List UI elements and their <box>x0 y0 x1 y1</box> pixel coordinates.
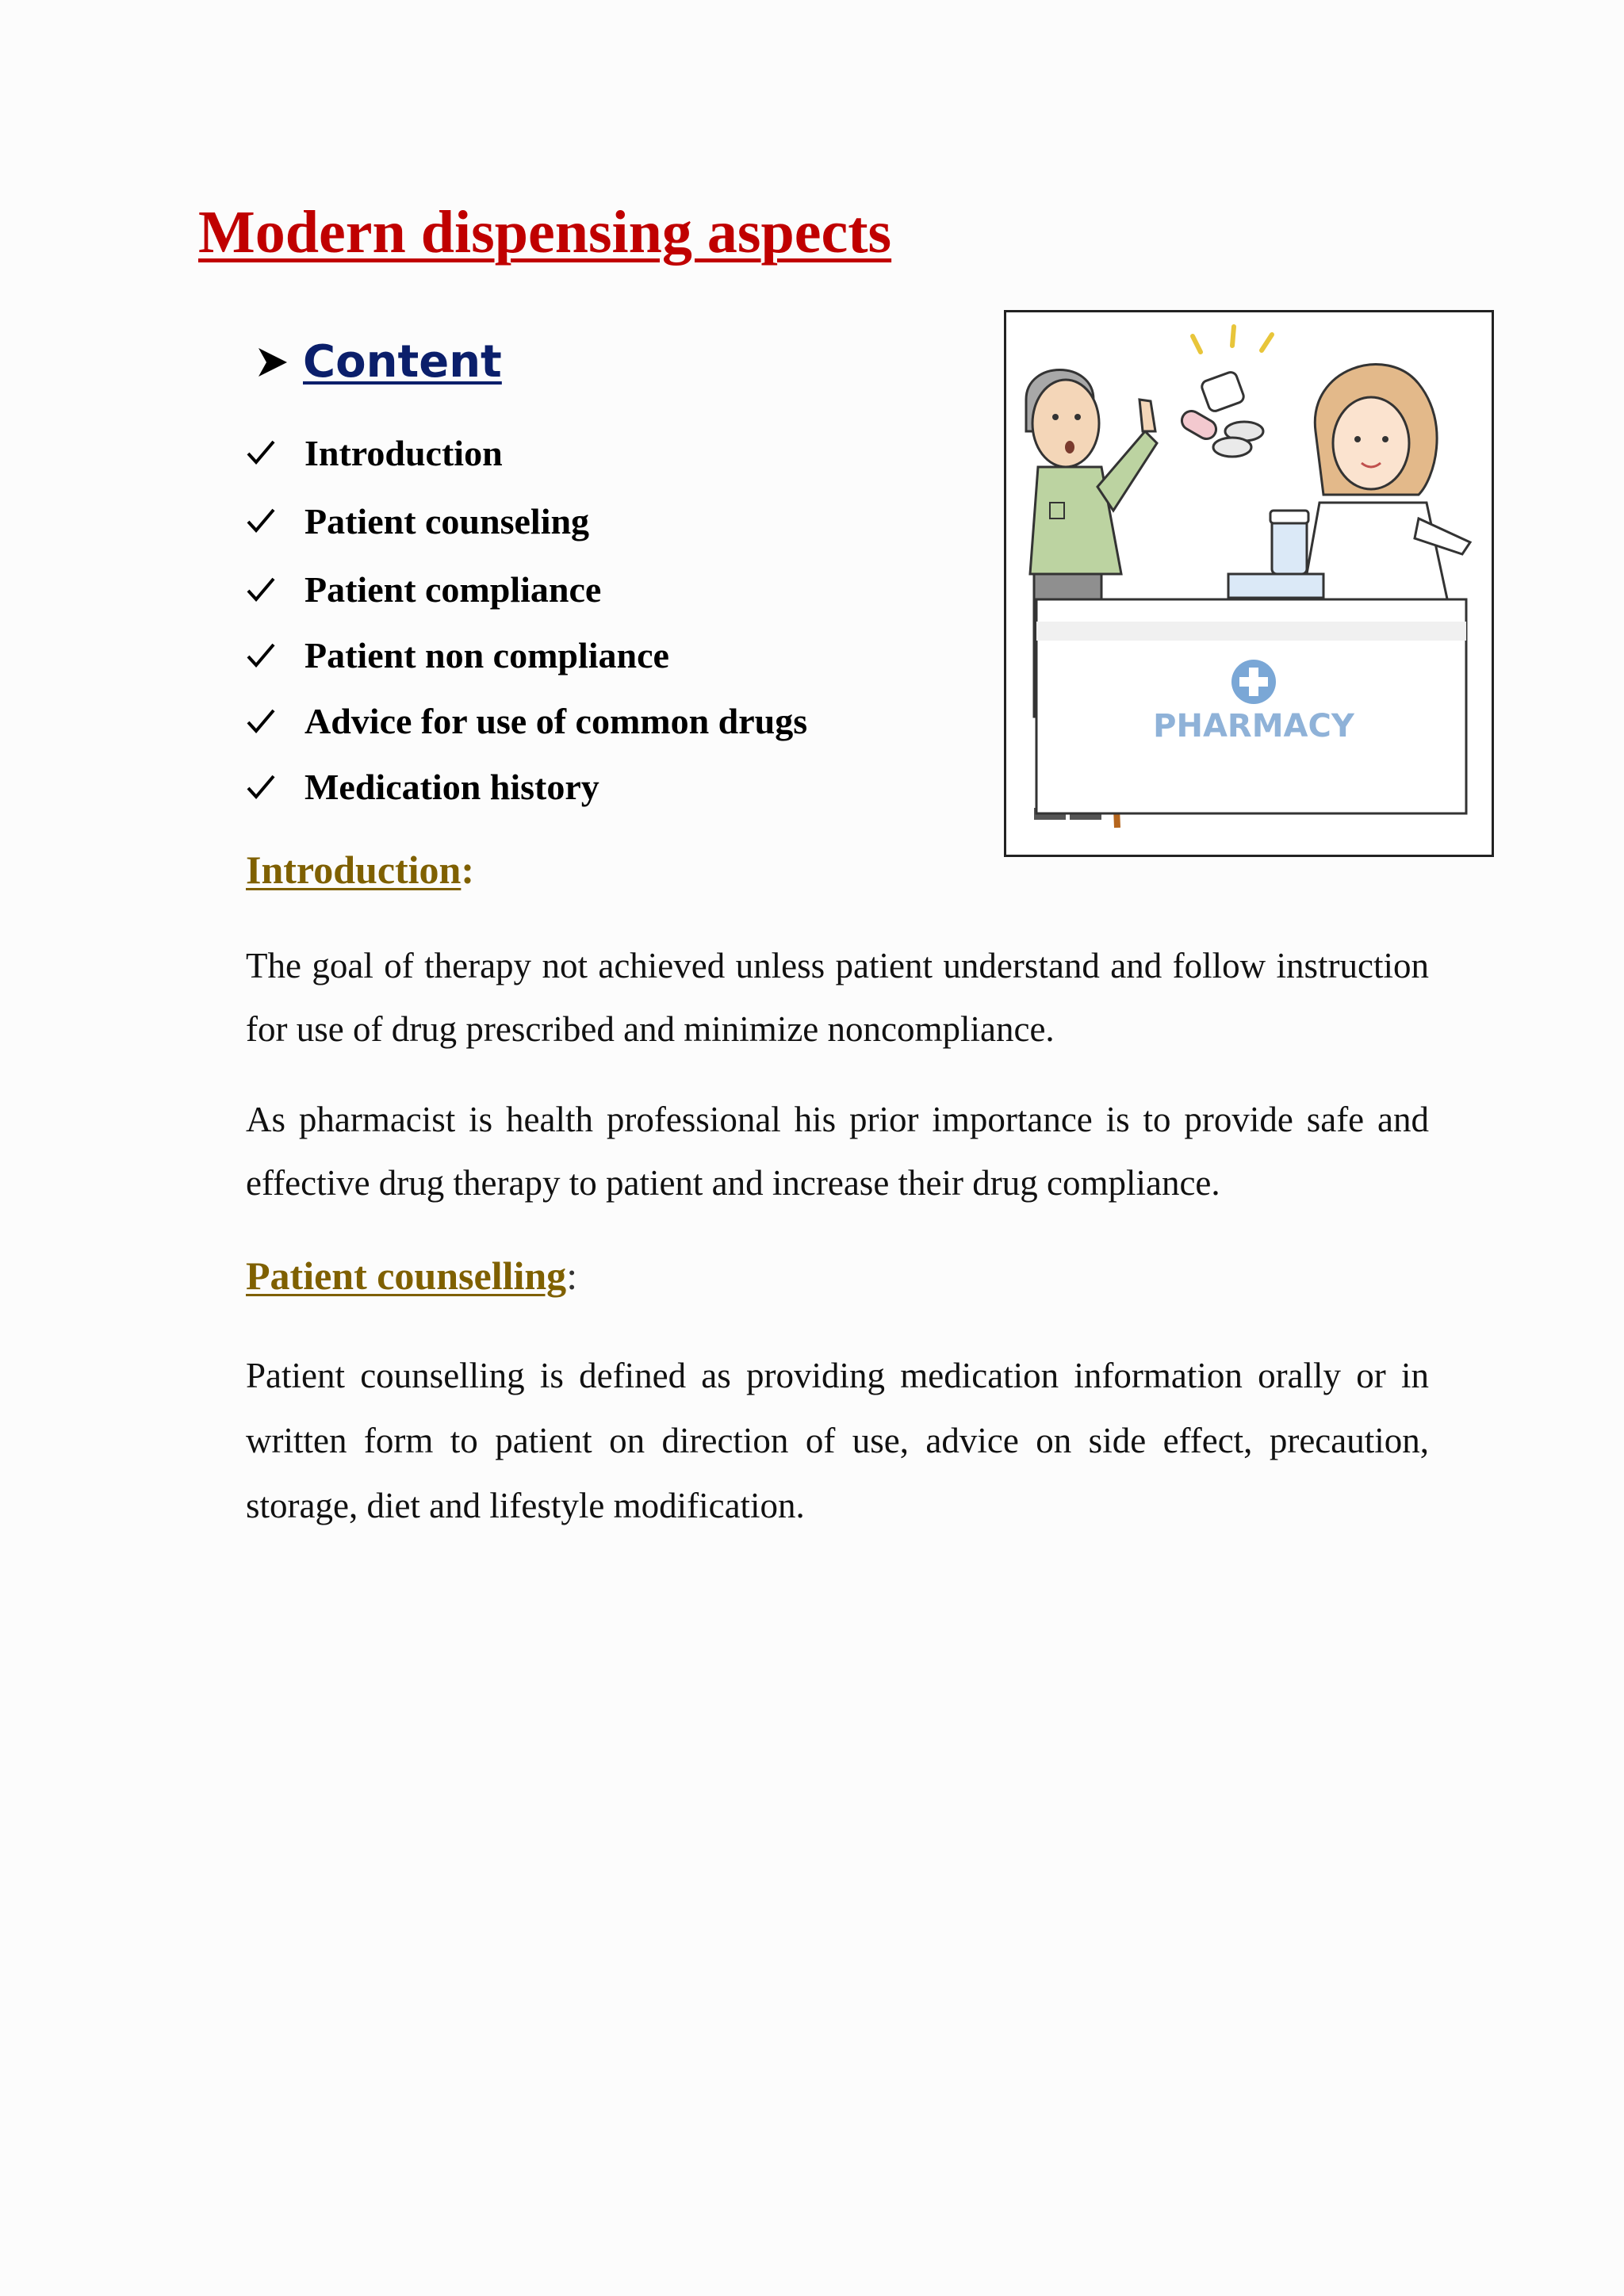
content-label: Content <box>303 336 502 388</box>
arrow-bullet-icon <box>255 345 290 380</box>
content-item-label: Patient counseling <box>304 500 590 541</box>
checkmark-icon <box>246 706 276 737</box>
pharmacy-counter-drawing <box>1006 312 1492 855</box>
checkmark-icon <box>246 575 276 605</box>
content-item-label: Patient compliance <box>304 569 602 610</box>
patient-counselling-heading-colon: : <box>566 1253 578 1298</box>
page-title: Modern dispensing aspects <box>198 199 892 266</box>
content-list-item <box>246 754 807 820</box>
introduction-heading-colon: : <box>461 848 475 892</box>
checkmark-icon <box>246 772 276 802</box>
pharmacy-illustration <box>1004 310 1494 857</box>
patient-counselling-paragraph: Patient counselling is defined as providing medication information orally or in written form to patient on direction of use, advice on side effect, precaution, storage, diet and lifestyle modification. <box>246 1356 1429 1525</box>
content-list-item <box>246 622 807 688</box>
patient-counselling-heading-text: Patient counselling <box>246 1253 567 1298</box>
content-item-label: Advice for use of common drugs <box>304 701 808 741</box>
introduction-paragraph: The goal of therapy not achieved unless patient understand and follow instruction for use of drug prescribed and minimize noncompliance. <box>246 946 1429 1049</box>
introduction-heading-text: Introduction <box>246 848 462 892</box>
introduction-heading <box>246 847 474 893</box>
patient-counselling-heading <box>246 1253 577 1299</box>
content-item-label: Patient non compliance <box>304 635 669 675</box>
checkmark-icon <box>246 641 276 671</box>
attention-lines <box>1193 327 1272 352</box>
content-list <box>246 420 807 820</box>
content-heading <box>255 336 502 388</box>
content-list-item <box>246 485 807 557</box>
checkmark-icon <box>246 506 276 536</box>
content-list-item <box>246 420 807 485</box>
checkmark-icon <box>246 438 276 468</box>
content-list-item <box>246 557 807 622</box>
introduction-paragraph: As pharmacist is health professional his prior importance is to provide safe and effective drug therapy to patient and increase their drug compliance. <box>246 1100 1429 1203</box>
pharmacy-counter <box>1036 574 1466 813</box>
content-list-item <box>246 688 807 754</box>
content-item-label: Medication history <box>304 767 599 807</box>
pills-icon <box>1178 370 1263 457</box>
pharmacy-sign-text: PHARMACY <box>1153 708 1354 744</box>
content-item-label: Introduction <box>304 432 503 473</box>
